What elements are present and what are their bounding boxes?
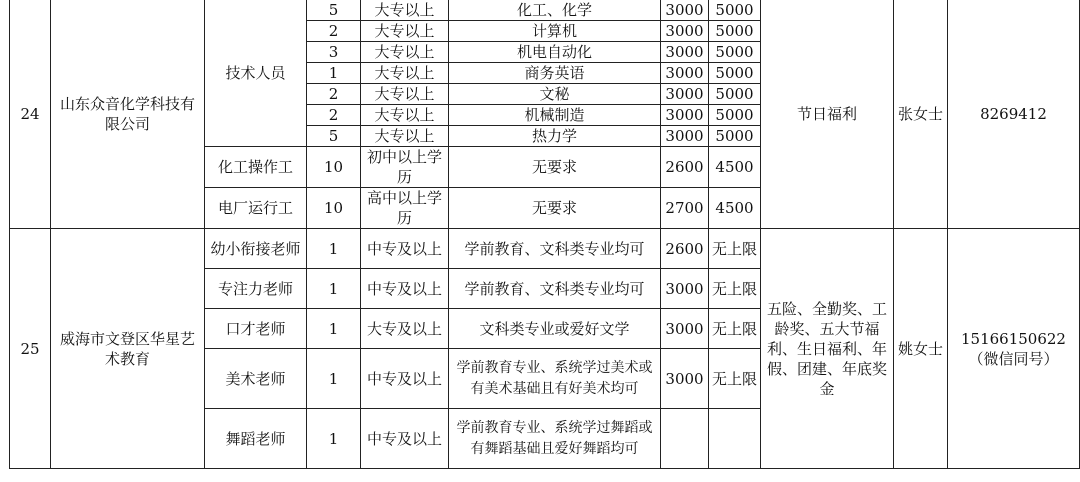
headcount-cell: 5 [307,126,361,147]
headcount-cell: 1 [307,63,361,84]
contact-cell: 张女士 [894,0,948,229]
min-salary-cell: 3000 [661,0,709,21]
education-cell: 大专以上 [361,105,449,126]
headcount-cell: 10 [307,147,361,188]
min-salary-cell: 3000 [661,349,709,409]
max-salary-cell: 5000 [709,63,761,84]
headcount-cell: 1 [307,269,361,309]
headcount-cell: 1 [307,409,361,469]
education-cell: 大专以上 [361,0,449,21]
position-title-cell: 舞蹈老师 [205,409,307,469]
position-title-cell: 幼小衔接老师 [205,229,307,269]
headcount-cell: 1 [307,309,361,349]
max-salary-cell [709,409,761,469]
max-salary-cell: 5000 [709,21,761,42]
min-salary-cell: 2600 [661,229,709,269]
table-row [10,229,1080,269]
min-salary-cell: 3000 [661,269,709,309]
company-name-cell: 山东众音化学科技有限公司 [51,0,205,229]
major-cell: 学前教育专业、系统学过舞蹈或有舞蹈基础且爱好舞蹈均可 [449,409,661,469]
min-salary-cell: 3000 [661,21,709,42]
education-cell: 中专及以上 [361,409,449,469]
contact-cell: 姚女士 [894,229,948,469]
position-title-cell: 口才老师 [205,309,307,349]
major-cell: 文科类专业或爱好文学 [449,309,661,349]
headcount-cell: 3 [307,42,361,63]
table-row [10,0,1080,21]
education-cell: 大专以上 [361,21,449,42]
position-title-cell: 电厂运行工 [205,188,307,229]
max-salary-cell: 5000 [709,105,761,126]
headcount-cell: 1 [307,349,361,409]
min-salary-cell: 2700 [661,188,709,229]
major-cell: 学前教育专业、系统学过美术或有美术基础且有好美术均可 [449,349,661,409]
position-title-cell: 技术人员 [205,0,307,147]
min-salary-cell: 2600 [661,147,709,188]
education-cell: 大专及以上 [361,309,449,349]
benefits-cell: 五险、全勤奖、工龄奖、五大节福利、生日福利、年假、团建、年底奖金 [761,229,894,469]
min-salary-cell: 3000 [661,63,709,84]
phone-cell: 15166150622（微信同号） [948,229,1080,469]
education-cell: 初中以上学历 [361,147,449,188]
education-cell: 大专以上 [361,63,449,84]
major-cell: 商务英语 [449,63,661,84]
headcount-cell: 5 [307,0,361,21]
max-salary-cell: 5000 [709,42,761,63]
max-salary-cell: 无上限 [709,229,761,269]
company-name-cell: 威海市文登区华星艺术教育 [51,229,205,469]
major-cell: 化工、化学 [449,0,661,21]
major-cell: 机械制造 [449,105,661,126]
headcount-cell: 2 [307,84,361,105]
min-salary-cell: 3000 [661,105,709,126]
min-salary-cell: 3000 [661,84,709,105]
min-salary-cell: 3000 [661,309,709,349]
max-salary-cell: 4500 [709,188,761,229]
min-salary-cell: 3000 [661,42,709,63]
education-cell: 大专以上 [361,84,449,105]
max-salary-cell: 无上限 [709,349,761,409]
major-cell: 学前教育、文科类专业均可 [449,229,661,269]
major-cell: 机电自动化 [449,42,661,63]
education-cell: 中专及以上 [361,349,449,409]
position-title-cell: 美术老师 [205,349,307,409]
benefits-cell: 节日福利 [761,0,894,229]
min-salary-cell: 3000 [661,126,709,147]
row-index-cell: 24 [10,0,51,229]
education-cell: 高中以上学历 [361,188,449,229]
headcount-cell: 2 [307,105,361,126]
major-cell: 计算机 [449,21,661,42]
max-salary-cell: 4500 [709,147,761,188]
position-title-cell: 化工操作工 [205,147,307,188]
headcount-cell: 1 [307,229,361,269]
education-cell: 中专及以上 [361,229,449,269]
headcount-cell: 2 [307,21,361,42]
min-salary-cell [661,409,709,469]
max-salary-cell: 5000 [709,84,761,105]
major-cell: 热力学 [449,126,661,147]
phone-cell: 8269412 [948,0,1080,229]
max-salary-cell: 无上限 [709,309,761,349]
education-cell: 大专以上 [361,42,449,63]
major-cell: 学前教育、文科类专业均可 [449,269,661,309]
major-cell: 无要求 [449,188,661,229]
max-salary-cell: 5000 [709,126,761,147]
position-title-cell: 专注力老师 [205,269,307,309]
max-salary-cell: 无上限 [709,269,761,309]
major-cell: 文秘 [449,84,661,105]
max-salary-cell: 5000 [709,0,761,21]
major-cell: 无要求 [449,147,661,188]
row-index-cell: 25 [10,229,51,469]
education-cell: 中专及以上 [361,269,449,309]
headcount-cell: 10 [307,188,361,229]
job-listings-table [9,0,1080,469]
education-cell: 大专以上 [361,126,449,147]
